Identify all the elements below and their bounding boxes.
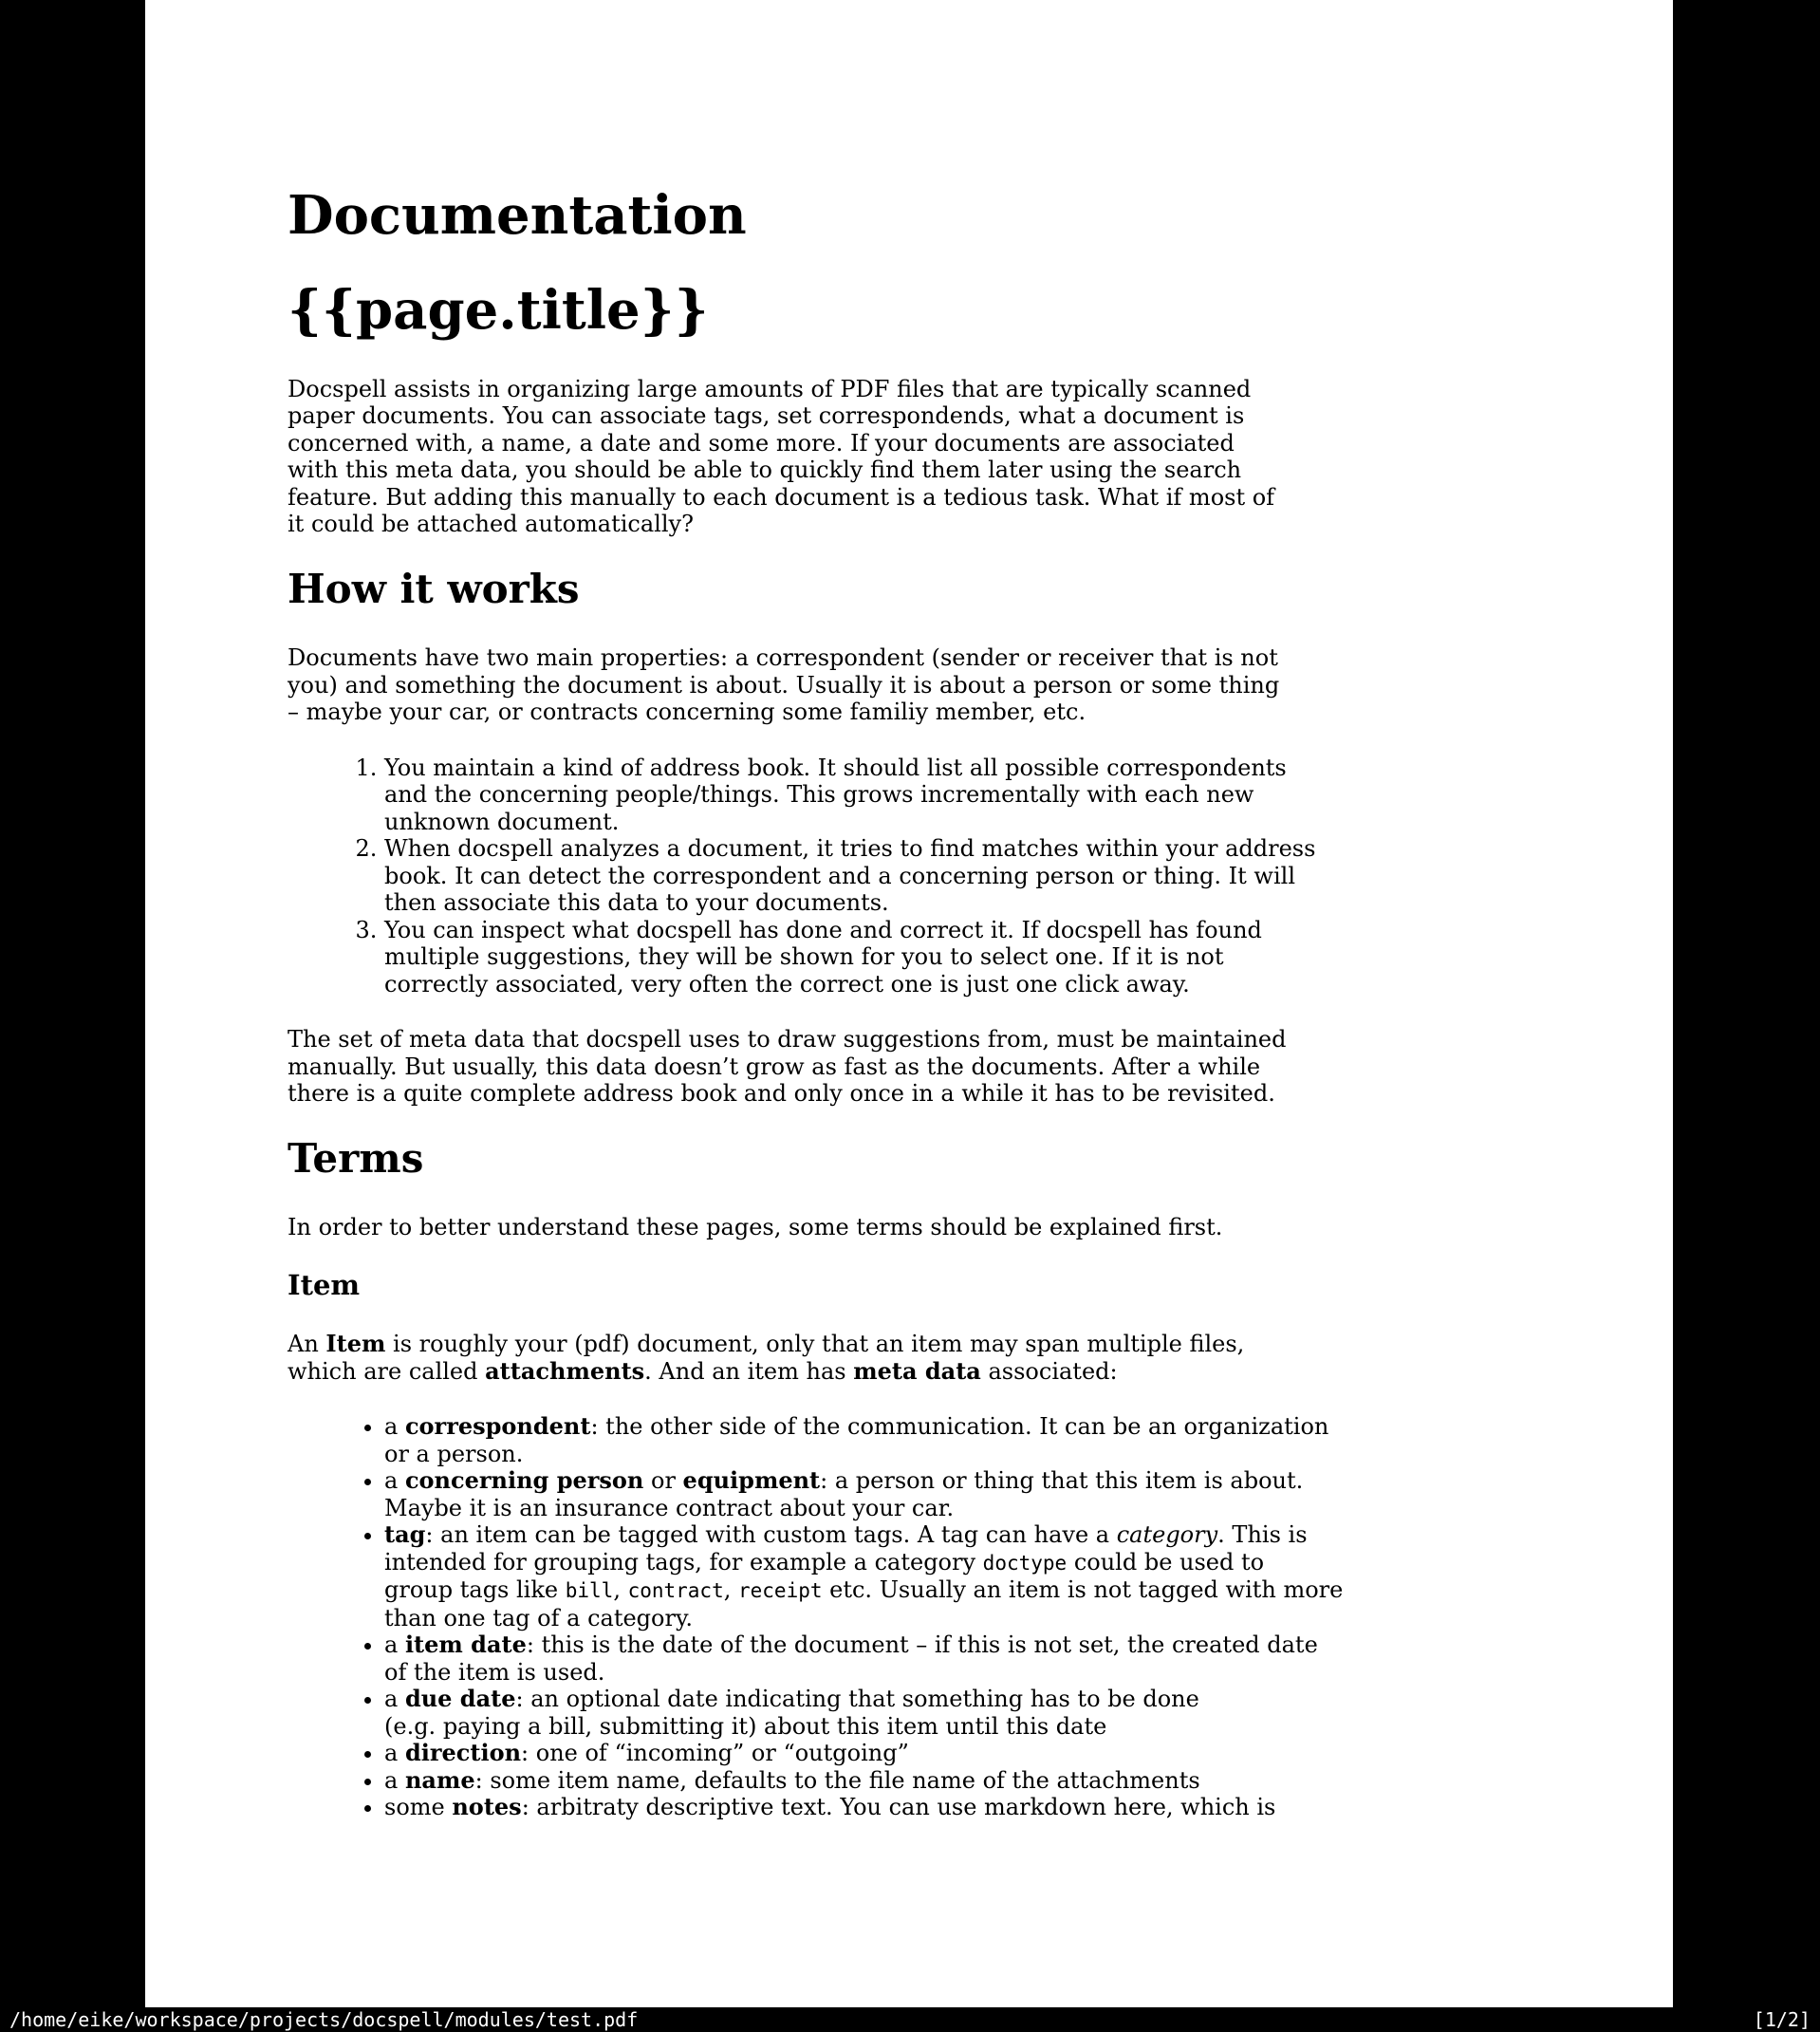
how-it-works-outro-paragraph: The set of meta data that docspell uses to draw suggestions from, must be maintained manually. But usually, this data doesn’t grow as fast as the documents. After a while there is a quite complete address book and only once in a while it has to be revisited. (288, 1026, 1287, 1108)
meta-bullet-name: • a name: some item name, defaults to the file name of the attachments (384, 1767, 1445, 1795)
page-content (145, 0, 1445, 1821)
meta-bullet-concerning-person: • a concerning person or equipment: a person or thing that this item is about. Maybe it is an insurance contract about your car. (384, 1467, 1445, 1521)
meta-bullet-notes: • some notes: arbitraty descriptive text. You can use markdown here, which is (384, 1794, 1445, 1821)
meta-bullet-due-date: • a due date: an optional date indicating that something has to be done (e.g. paying a bill, submitting it) about this item until this date (384, 1686, 1445, 1740)
how-it-works-paragraph: Documents have two main properties: a correspondent (sender or receiver that is not you) and something the document is about. Usually it is about a person or some thing – maybe your car, or contracts concerning some familiy member, etc. (288, 644, 1280, 726)
section-heading-terms: Terms (288, 1134, 424, 1182)
meta-bullet-tag: • tag: an item can be tagged with custom tags. A tag can have a category. This is intended for grouping tags, for example a category doctype could be used to group tags like bill, contract, receipt etc. Usually an item is not tagged with more than one tag of a category. (384, 1521, 1445, 1631)
statusbar-file-path: /home/eike/workspace/projects/docspell/modules/test.pdf (9, 2008, 639, 2031)
statusbar (0, 2007, 1820, 2032)
doc-title-heading: Documentation (288, 184, 747, 247)
step-item: 1. You maintain a kind of address book. It should list all possible correspondents and the concerning people/things. This grows incrementally with each new unknown document. (384, 755, 1445, 836)
meta-bullet-correspondent: • a correspondent: the other side of the communication. It can be an organization or a person. (384, 1413, 1445, 1467)
item-meta-list (288, 1413, 1445, 1821)
section-heading-how-it-works: How it works (288, 565, 580, 612)
steps-list (288, 755, 1445, 998)
step-item: 2. When docspell analyzes a document, it tries to find matches within your address book. It can detect the correspondent and a concerning person or thing. It will then associate this data to your documents. (384, 835, 1445, 917)
terms-paragraph: In order to better understand these pages, some terms should be explained first. (288, 1213, 1223, 1240)
meta-bullet-direction: • a direction: one of “incoming” or “outgoing” (384, 1740, 1445, 1767)
item-paragraph: An Item is roughly your (pdf) document, only that an item may span multiple files, which are called attachments. And an item has meta data associated: (288, 1330, 1245, 1385)
statusbar-page-indicator: [1/2] (1753, 2008, 1811, 2031)
document-view[interactable] (145, 0, 1673, 2007)
intro-paragraph: Docspell assists in organizing large amounts of PDF files that are typically scanned paper documents. You can associate tags, set correspondends, what a document is concerned with, a name, a date and some more. If your documents are associated with this meta data, you should be able to quickly find them later using the search feature. But adding this manually to each document is a tedious task. What if most of it could be attached automatically? (288, 375, 1275, 538)
doc-subtitle-heading: {{page.title}} (288, 279, 709, 343)
step-item: 3. You can inspect what docspell has done and correct it. If docspell has found multiple suggestions, they will be shown for you to select one. If it is not correctly associated, very often the correct one is just one click away. (384, 917, 1445, 998)
subsection-heading-item: Item (288, 1269, 361, 1302)
meta-bullet-item-date: • a item date: this is the date of the document – if this is not set, the created date of the item is used. (384, 1631, 1445, 1686)
